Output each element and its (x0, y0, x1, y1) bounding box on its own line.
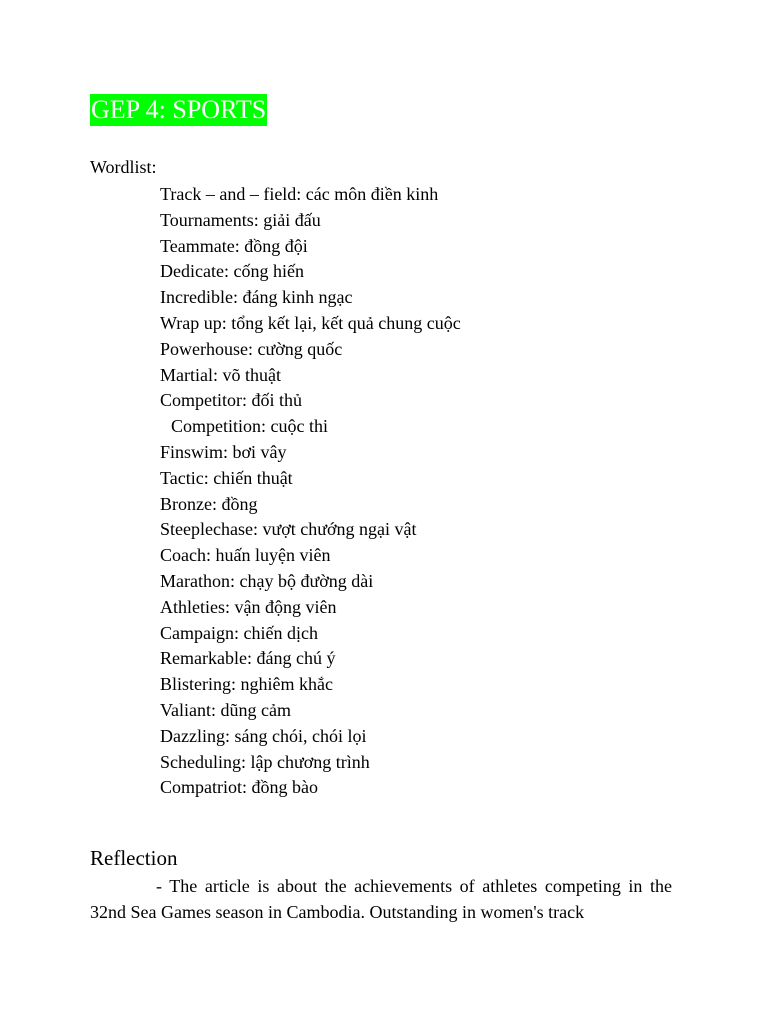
wordlist-item: Bronze: đồng (160, 493, 258, 514)
wordlist-item: Powerhouse: cường quốc (160, 338, 343, 359)
wordlist-item: Wrap up: tổng kết lại, kết quả chung cuộc (160, 312, 461, 333)
wordlist-item: Track – and – field: các môn điền kinh (160, 184, 439, 204)
wordlist-label: Wordlist: (90, 157, 157, 177)
wordlist-item: Teammate: đồng đội (160, 235, 308, 256)
wordlist (160, 182, 461, 801)
wordlist-item: Finswim: bơi vây (160, 441, 287, 462)
wordlist-item: Campaign: chiến dịch (160, 622, 318, 643)
wordlist-item: Dedicate: cống hiến (160, 261, 304, 282)
document-title: GEP 4: SPORTS (91, 95, 267, 124)
wordlist-item: Coach: huấn luyện viên (160, 545, 331, 566)
wordlist-item: Tactic: chiến thuật (160, 467, 293, 488)
wordlist-item: Blistering: nghiêm khắc (160, 674, 333, 695)
wordlist-item: Competitor: đối thủ (160, 390, 302, 411)
reflection-paragraph: - The article is about the achievements of athletes competing in the 32nd Sea Games season in Cambodia. Outstanding in women's track (90, 876, 672, 922)
wordlist-item: Martial: võ thuật (160, 364, 281, 385)
wordlist-item: Athleties: vận động viên (160, 596, 337, 617)
wordlist-item: Steeplechase: vượt chướng ngại vật (160, 519, 417, 540)
wordlist-item: Tournaments: giải đấu (160, 209, 321, 230)
wordlist-item: Compatriot: đồng bào (160, 777, 318, 798)
wordlist-item: Valiant: dũng cảm (160, 699, 291, 720)
wordlist-item: Remarkable: đáng chú ý (160, 648, 336, 669)
wordlist-item: Dazzling: sáng chói, chói lọi (160, 725, 367, 746)
wordlist-item: Scheduling: lập chương trình (160, 751, 370, 772)
wordlist-item: Incredible: đáng kinh ngạc (160, 287, 353, 308)
wordlist-item: Competition: cuộc thi (171, 416, 328, 437)
wordlist-item: Marathon: chạy bộ đường dài (160, 570, 374, 591)
reflection-heading: Reflection (90, 846, 178, 870)
